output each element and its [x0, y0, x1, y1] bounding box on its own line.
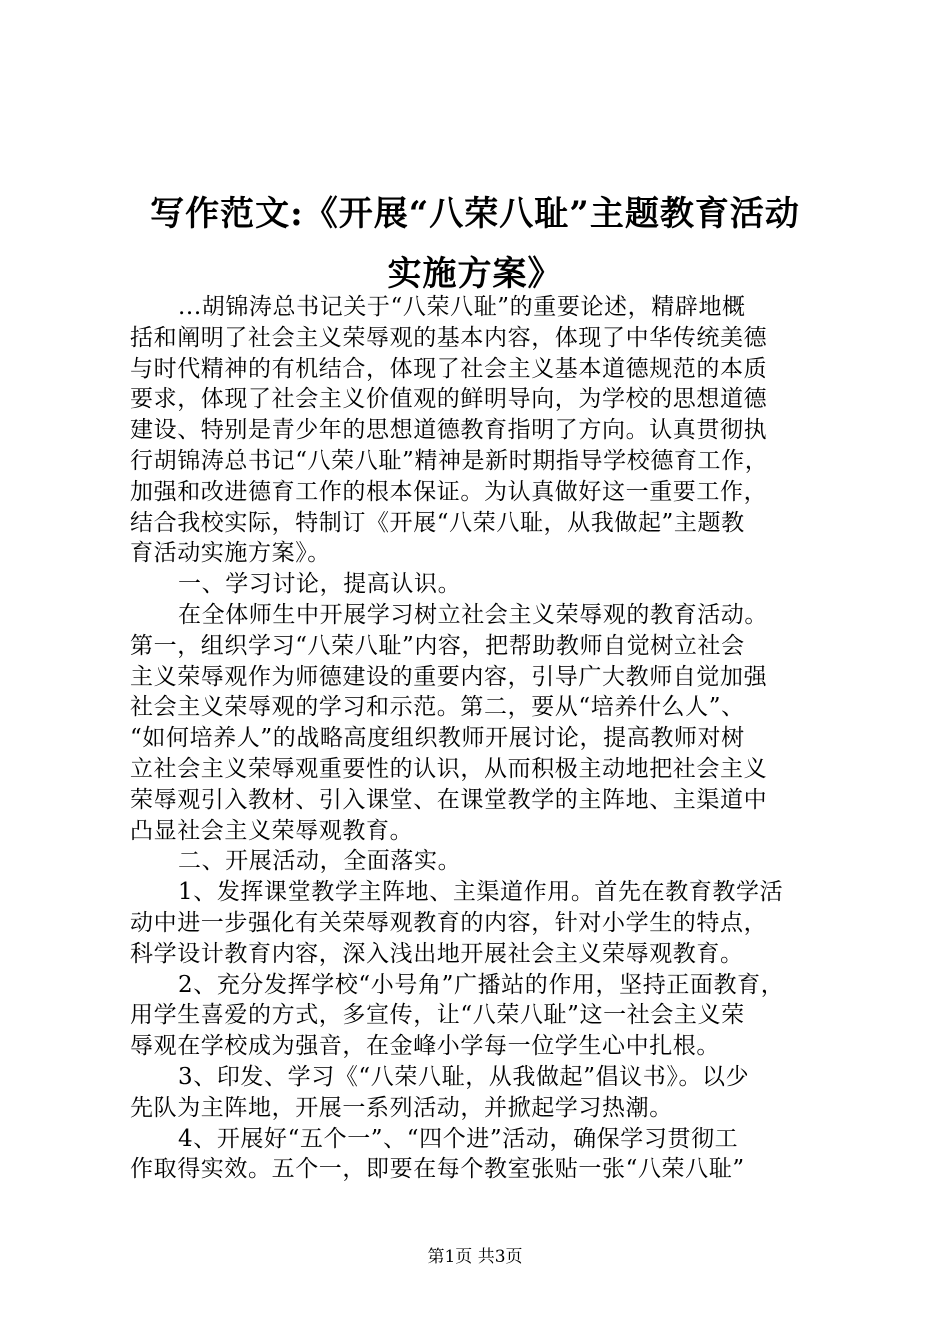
body-line: 加强和改进德育工作的根本保证。为认真做好这一重要工作，	[130, 478, 768, 505]
body-line: 先队为主阵地，开展一系列活动，并掀起学习热潮。	[130, 1094, 673, 1121]
body-line: 在全体师生中开展学习树立社会主义荣辱观的教育活动。	[178, 601, 768, 628]
body-line: 4、开展好“五个一”、“四个进”活动，确保学习贯彻工	[178, 1125, 739, 1152]
body-line: 凸显社会主义荣辱观教育。	[130, 817, 414, 844]
body-line: 括和阐明了社会主义荣辱观的基本内容，体现了中华传统美德	[130, 324, 768, 351]
body-line: 结合我校实际，特制订《开展“八荣八耻，从我做起”主题教	[130, 509, 745, 536]
document-title-line-1: 写作范文:《开展“八荣八耻”主题教育活动	[150, 194, 800, 234]
body-line: 2、充分发挥学校“小号角”广播站的作用，坚持正面教育，	[178, 971, 785, 998]
body-line: “如何培养人”的战略高度组织教师开展讨论，提高教师对树	[130, 725, 745, 752]
body-line: 与时代精神的有机结合，体现了社会主义基本道德规范的本质	[130, 355, 768, 382]
body-line: 要求，体现了社会主义价值观的鲜明导向，为学校的思想道德	[130, 386, 768, 413]
body-line: 第一，组织学习“八荣八耻”内容，把帮助教师自觉树立社会	[130, 632, 745, 659]
section-heading-2: 二、开展活动，全面落实。	[178, 848, 462, 875]
page-footer: 第1页 共3页	[427, 1247, 523, 1267]
body-line: 育活动实施方案》。	[130, 540, 331, 567]
document-title-line-2: 实施方案》	[387, 254, 563, 294]
body-line: 动中进一步强化有关荣辱观教育的内容，针对小学生的特点，	[130, 909, 768, 936]
body-line: 行胡锦涛总书记“八荣八耻”精神是新时期指导学校德育工作，	[130, 447, 769, 474]
body-line: 建设、特别是青少年的思想道德教育指明了方向。认真贯彻执	[130, 417, 768, 444]
body-line: 科学设计教育内容，深入浅出地开展社会主义荣辱观教育。	[130, 940, 744, 967]
body-line: 3、印发、学习《“八荣八耻，从我做起”倡议书》。以少	[178, 1063, 750, 1090]
body-line: 作取得实效。五个一，即要在每个教室张贴一张“八荣八耻”	[130, 1156, 745, 1183]
document-body	[130, 292, 830, 1185]
section-heading-1: 一、学习讨论，提高认识。	[178, 571, 462, 598]
body-line: 社会主义荣辱观的学习和示范。第二，要从“培养什么人”、	[130, 694, 745, 721]
body-line: 1、发挥课堂教学主阵地、主渠道作用。首先在教育教学活	[178, 879, 784, 906]
body-line: 主义荣辱观作为师德建设的重要内容，引导广大教师自觉加强	[130, 663, 768, 690]
body-line: 辱观在学校成为强音，在金峰小学每一位学生心中扎根。	[130, 1033, 720, 1060]
body-line: 用学生喜爱的方式，多宣传，让“八荣八耻”这一社会主义荣	[130, 1002, 745, 1029]
body-line: ...胡锦涛总书记关于“八荣八耻”的重要论述，精辟地概	[178, 294, 746, 320]
body-line: 立社会主义荣辱观重要性的认识，从而积极主动地把社会主义	[130, 755, 768, 782]
body-line: 荣辱观引入教材、引入课堂、在课堂教学的主阵地、主渠道中	[130, 786, 768, 813]
